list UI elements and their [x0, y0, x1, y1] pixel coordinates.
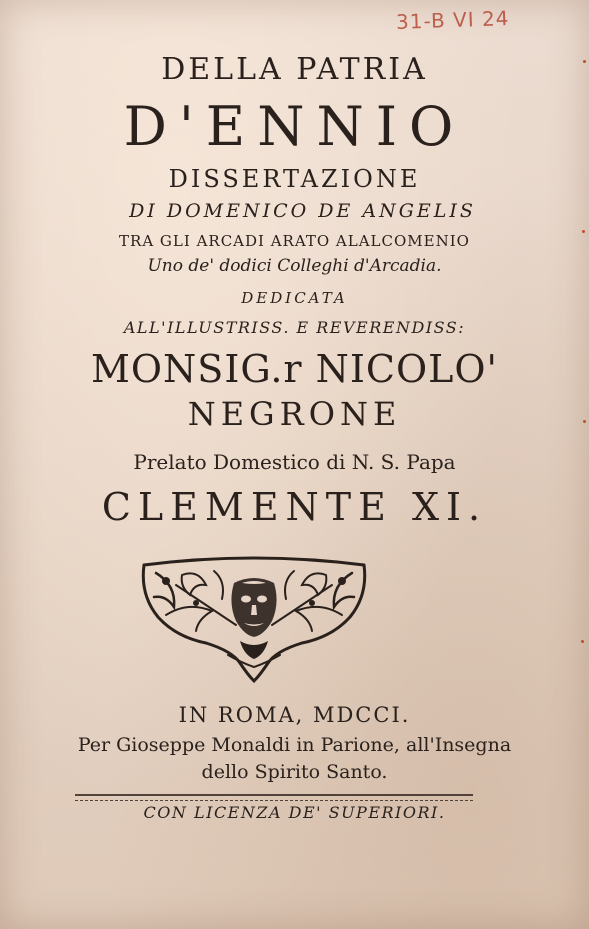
edge-mark	[581, 640, 584, 643]
title-line-1: DELLA PATRIA	[161, 52, 428, 87]
dedication-honorific: ALL'ILLUSTRISS. E REVERENDISS:	[123, 318, 466, 337]
imprint-place-year: IN ROMA, MDCCI.	[178, 703, 411, 727]
author-role: Uno de' dodici Colleghi d'Arcadia.	[147, 256, 442, 276]
dedicatee-office: Prelato Domestico di N. S. Papa	[133, 450, 456, 474]
title-line-2: D'ENNIO	[123, 95, 466, 158]
dedicatee-line-1: MONSIG.r NICOLO'	[90, 347, 498, 391]
pope-name: CLEMENTE XI.	[101, 485, 488, 529]
license: CON LICENZA DE' SUPERIORI.	[143, 803, 446, 822]
arcadian-name: TRA GLI ARCADI ARATO ALALCOMENIO	[119, 232, 470, 250]
dedicatee-line-2: NEGRONE	[187, 395, 402, 433]
printers-ornament-mask-icon	[136, 555, 372, 685]
imprint-printer: Per Gioseppe Monaldi in Parione, all'Insegna	[77, 734, 512, 756]
ornamental-rule	[75, 794, 473, 801]
imprint-sign: dello Spirito Santo.	[201, 761, 388, 783]
subtitle: DISSERTAZIONE	[168, 165, 421, 193]
dedication-intro: DEDICATA	[241, 289, 348, 307]
shelfmark: 31-B VI 24	[395, 6, 510, 34]
author-line: DI DOMENICO DE ANGELIS	[129, 200, 476, 222]
